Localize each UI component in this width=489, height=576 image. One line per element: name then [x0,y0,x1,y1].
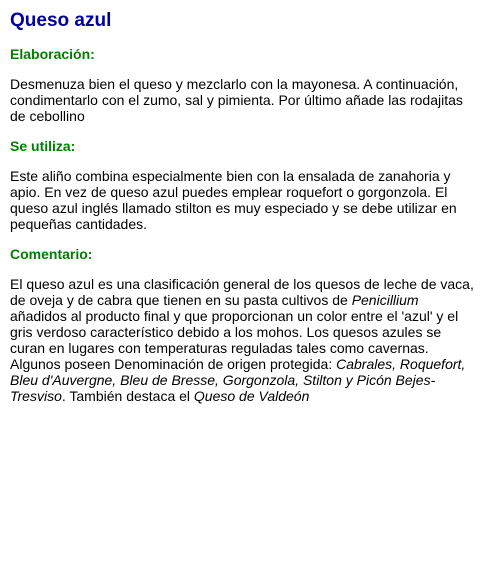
comentario-text-part: añadidos al producto final y que proporcionan un color entre el 'azul' y el gris verdoso característico debido a los mohos. Los quesos azules se curan en lugares con temperaturas reguladas tales como cavernas. Algunos poseen Denominación de origen protegida: [10,308,459,372]
comentario-text-part: . También destaca el [61,388,194,404]
section-text-se-utiliza: Este aliño combina especialmente bien con la ensalada de zanahoria y apio. En vez de queso azul puedes emplear roquefort o gorgonzola. El queso azul inglés llamado stilton es muy especiado y se debe utilizar en pequeñas cantidades. [10,168,457,232]
comentario-italic-cheese-list: Cabrales, Roquefort, Bleu d'Auvergne, Bleu de Bresse, Gorgonzola, Stilton y Picón Bejes-Tresviso [10,356,466,404]
section-heading-se-utiliza: Se utiliza: [10,138,76,154]
section-heading-elaboracion: Elaboración: [10,46,95,62]
comentario-italic-valdeon: Queso de Valdeón [193,388,310,404]
section-text-elaboracion: Desmenuza bien el queso y mezclarlo con la mayonesa. A continuación, condimentarlo con el zumo, sal y pimienta. Por último añade las rodajitas de cebollino [10,76,463,124]
section-heading-comentario: Comentario: [10,246,93,262]
section-text-comentario [10,276,479,404]
comentario-text-part: El queso azul es una clasificación general de los quesos de leche de vaca, de oveja y de cabra que tienen en su pasta cultivos de [10,276,474,308]
page-title: Queso azul [10,10,112,31]
comentario-italic-penicillium: Penicillium [351,292,419,308]
